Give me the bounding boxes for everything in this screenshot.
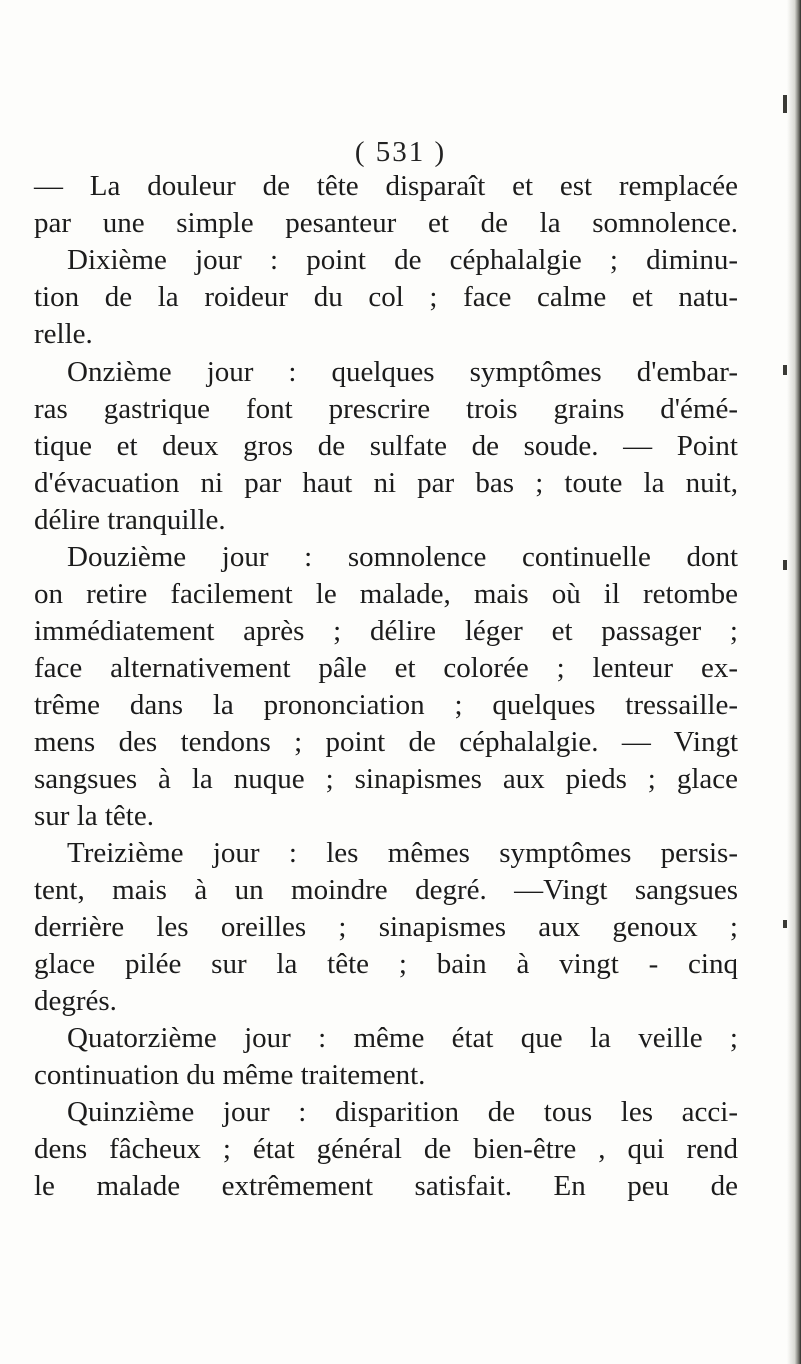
text-line: immédiatement après ; délire léger et passager ; (34, 615, 738, 647)
text-line: par une simple pesanteur et de la somnolence. (34, 207, 738, 239)
text-line: Douzième jour : somnolence continuelle dont (67, 541, 738, 573)
text-line: tion de la roideur du col ; face calme et natu- (34, 281, 738, 313)
text-line: ras gastrique font prescrire trois grains d'émé- (34, 393, 738, 425)
text-line: Dixième jour : point de céphalalgie ; diminu- (67, 244, 738, 276)
text-line: sangsues à la nuque ; sinapismes aux pieds ; glace (34, 763, 738, 795)
text-line: tique et deux gros de sulfate de soude. — Point (34, 430, 738, 462)
text-line: Treizième jour : les mêmes symptômes persis- (67, 837, 738, 869)
text-line: d'évacuation ni par haut ni par bas ; toute la nuit, (34, 467, 738, 499)
text-line: on retire facilement le malade, mais où il retombe (34, 578, 738, 610)
text-line: glace pilée sur la tête ; bain à vingt - cinq (34, 948, 738, 980)
text-line: Onzième jour : quelques symptômes d'embar- (67, 356, 738, 388)
text-line: Quinzième jour : disparition de tous les acci- (67, 1096, 738, 1128)
text-line: Quatorzième jour : même état que la veille ; (67, 1022, 738, 1054)
page-number: ( 531 ) (354, 136, 447, 168)
text-line: derrière les oreilles ; sinapismes aux genoux ; (34, 911, 738, 943)
text-line: délire tranquille. (34, 504, 226, 536)
text-line: le malade extrêmement satisfait. En peu de (34, 1170, 738, 1202)
text-line: dens fâcheux ; état général de bien-être , qui rend (34, 1133, 738, 1165)
text-line: relle. (34, 318, 93, 350)
text-line: face alternativement pâle et colorée ; lenteur ex- (34, 652, 738, 684)
text-line: degrés. (34, 985, 117, 1017)
text-line: continuation du même traitement. (34, 1059, 426, 1091)
text-line: sur la tête. (34, 800, 154, 832)
text-line: — La douleur de tête disparaît et est remplacée (34, 170, 738, 202)
text-line: tent, mais à un moindre degré. —Vingt sangsues (34, 874, 738, 906)
text-line: trême dans la prononciation ; quelques tressaille- (34, 689, 738, 721)
text-line: mens des tendons ; point de céphalalgie. — Vingt (34, 726, 738, 758)
